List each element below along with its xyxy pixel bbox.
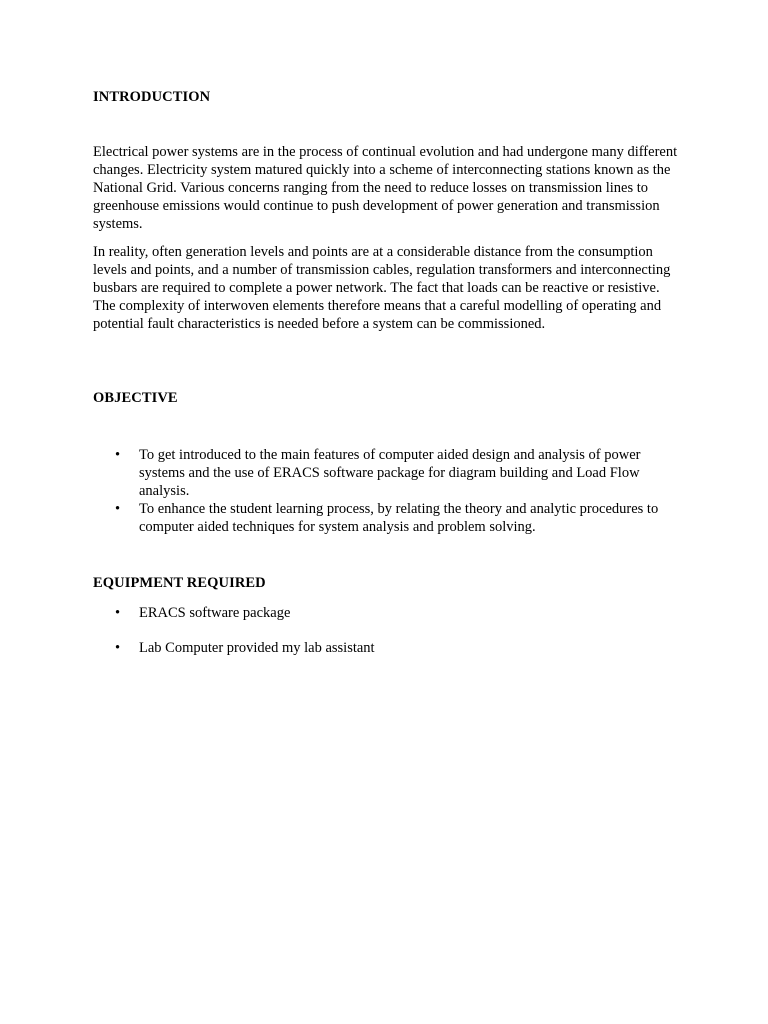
equipment-item-text: Lab Computer provided my lab assistant <box>139 640 375 656</box>
objective-item-text: To enhance the student learning process, by relating the theory and analytic procedures to computer aided techniques for system analysis and problem solving. <box>139 501 659 535</box>
list-item <box>93 446 678 500</box>
introduction-paragraph-2: In reality, often generation levels and points are at a considerable distance from the consumption levels and points, and a number of transmission cables, regulation transformers and interconnecting busbars are required to complete a power network. The fact that loads can be reactive or resistive. The complexity of interwoven elements therefore means that a careful modelling of operating and potential fault characteristics is needed before a system can be commissioned. <box>93 244 671 332</box>
bullet-icon: • <box>115 447 121 463</box>
equipment-heading: EQUIPMENT REQUIRED <box>93 575 266 591</box>
introduction-heading: INTRODUCTION <box>93 89 211 105</box>
objective-heading: OBJECTIVE <box>93 390 178 406</box>
list-item <box>93 500 678 536</box>
equipment-item-text: ERACS software package <box>139 605 291 621</box>
introduction-paragraph-1: Electrical power systems are in the process of continual evolution and had undergone many different changes. Electricity system matured quickly into a scheme of interconnecting stations known as the National Grid. Various concerns ranging from the need to reduce losses on transmission lines to greenhouse emissions would continue to push development of power generation and transmission systems. <box>93 144 678 232</box>
bullet-icon: • <box>115 640 121 656</box>
list-item <box>93 639 678 657</box>
equipment-list <box>93 604 678 657</box>
objective-item-text: To get introduced to the main features of computer aided design and analysis of power systems and the use of ERACS software package for diagram building and Load Flow analysis. <box>139 447 641 499</box>
bullet-icon: • <box>115 501 121 517</box>
list-item <box>93 604 678 622</box>
bullet-icon: • <box>115 605 121 621</box>
objective-list <box>93 446 678 536</box>
